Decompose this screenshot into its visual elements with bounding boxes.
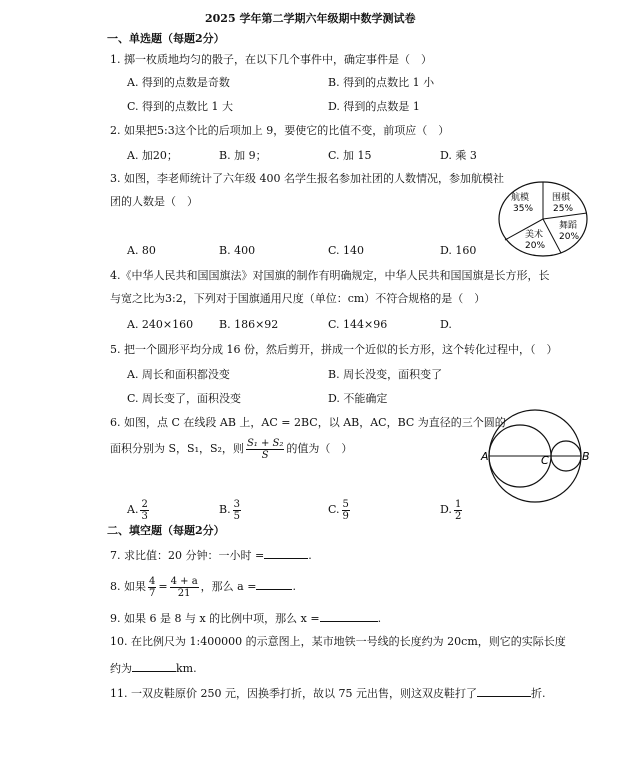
q6-option-b-den: 5: [233, 510, 240, 522]
q1-stem: 1. 掷一枚质地均匀的骰子，在以下几个事件中，确定事件是（ ）: [110, 53, 432, 66]
q5-option-a: A. 周长和面积都没变: [127, 368, 230, 381]
three-circles-figure: [480, 408, 592, 504]
pie-slice-2-pct: 20%: [559, 232, 580, 242]
q2-option-c: C. 加 15: [328, 149, 372, 162]
pie-slice-1-name: 围棋: [552, 193, 571, 203]
q6-option-b-num: 3: [233, 498, 240, 510]
q6-option-a-num: 2: [141, 498, 148, 510]
q6-option-d: [440, 496, 464, 524]
q6-option-b-fraction: [233, 499, 241, 522]
q2-stem: 2. 如果把5:3这个比的后项加上 9，要使它的比值不变，前项应（ ）: [110, 124, 450, 137]
q10-answer-blank[interactable]: [132, 660, 176, 672]
q1-option-d: D. 得到的点数是 1: [328, 100, 420, 113]
q8-f1-den: 7: [149, 587, 156, 599]
q7-answer-blank[interactable]: [264, 547, 308, 559]
q8-f1-num: 4: [149, 575, 156, 587]
q6-ratio-fraction: [246, 438, 284, 461]
q6-stem-line2-start: 面积分别为 S，S₁，S₂，则: [110, 442, 244, 455]
q6-option-c: [328, 496, 352, 524]
pie-slice-0-name: 航模: [511, 193, 530, 203]
q8-post: ，那么 a =: [200, 580, 257, 593]
q6-ratio-numerator: S₁ + S₂: [246, 437, 284, 449]
q6-option-a: [127, 496, 151, 524]
q8-pre: 8. 如果: [110, 580, 146, 593]
q7-tail: .: [308, 549, 312, 562]
q6-option-a-label: A.: [127, 503, 139, 516]
q6-option-d-fraction: [454, 499, 462, 522]
q5-option-c: C. 周长变了，面积没变: [127, 392, 242, 405]
q2-option-d: D. 乘 3: [440, 149, 477, 162]
q11-tail: 折.: [530, 687, 546, 700]
q11: [110, 685, 545, 701]
q6-option-d-den: 2: [454, 510, 462, 522]
q3-option-c: C. 140: [328, 244, 365, 257]
pie-slice-3-pct: 20%: [525, 241, 546, 251]
section-1-heading: 一、单选题（每题2分）: [107, 32, 225, 45]
q3-stem-line2: 团的人数是（ ）: [110, 195, 198, 208]
q6-stem-line1: 6. 如图，点 C 在线段 AB 上，AC = 2BC，以 AB，AC，BC 为直径的三个圆的: [110, 416, 506, 429]
q6-option-c-den: 9: [342, 510, 349, 522]
q4-stem-line1: 4.《中华人民共和国国旗法》对国旗的制作有明确规定，中华人民共和国国旗是长方形，长: [110, 269, 550, 282]
q10-line1: 10. 在比例尺为 1:400000 的示意图上，某市地铁一号线的长度约为 20cm，则它的实际长度: [110, 635, 566, 648]
q8-fraction-1: [148, 576, 156, 599]
q11-answer-blank[interactable]: [477, 685, 531, 697]
q1-option-a: A. 得到的点数是奇数: [127, 76, 230, 89]
q10-line2: [110, 660, 197, 676]
q6-stem-line2: [110, 436, 352, 462]
q7-text: 7. 求比值：20 分钟：一小时 =: [110, 549, 265, 562]
q6-option-c-fraction: [342, 499, 350, 522]
q8-answer-blank[interactable]: [256, 578, 292, 590]
q3-option-d: D. 160: [440, 244, 477, 257]
q3-option-a: A. 80: [127, 244, 156, 257]
q8-tail: .: [292, 580, 296, 593]
q9-answer-blank[interactable]: [320, 610, 378, 622]
exam-title: 2025 学年第二学期六年级期中数学测试卷: [205, 12, 416, 25]
q4-option-c: C. 144×96: [328, 318, 388, 331]
q8: [110, 574, 296, 600]
pie-slice-2-name: 舞蹈: [559, 221, 578, 231]
q6-option-a-den: 3: [141, 510, 148, 522]
pie-slice-3-name: 美术: [525, 230, 544, 240]
section-2-heading: 二、填空题（每题2分）: [107, 524, 225, 537]
q10-text2a: 约为: [110, 662, 132, 675]
q8-f2-den: 21: [177, 587, 191, 599]
q2-option-a: A. 加20；: [127, 149, 178, 162]
q4-option-a: A. 240×160: [127, 318, 194, 331]
pie-slice-0-pct: 35%: [513, 204, 534, 214]
q7: [110, 547, 312, 563]
q4-option-d: D.: [440, 318, 452, 331]
q6-option-a-fraction: [140, 499, 148, 522]
q5-stem: 5. 把一个圆形平均分成 16 份，然后剪开，拼成一个近似的长方形，这个转化过程中，（ ）: [110, 343, 558, 356]
q9-text: 9. 如果 6 是 8 与 x 的比例中项，那么 x =: [110, 612, 320, 625]
q6-ratio-denominator: S: [261, 449, 269, 461]
pie-slice-1-pct: 25%: [553, 204, 574, 214]
q5-option-d: D. 不能确定: [328, 392, 388, 405]
q3-stem-line1: 3. 如图，李老师统计了六年级 400 名学生报名参加社团的人数情况，参加航模社: [110, 172, 504, 185]
q4-option-b: B. 186×92: [219, 318, 279, 331]
q6-option-c-num: 5: [342, 498, 349, 510]
q6-option-b: [219, 496, 243, 524]
point-c-label: C: [541, 454, 549, 467]
q8-fraction-2: [170, 576, 199, 599]
club-pie-chart: [497, 180, 589, 258]
q2-option-b: B. 加 9；: [219, 149, 267, 162]
q1-option-b: B. 得到的点数比 1 小: [328, 76, 435, 89]
q8-f2-num: 4 + a: [170, 575, 198, 587]
q9: [110, 610, 381, 626]
q9-tail: .: [377, 612, 382, 625]
q6-option-d-num: 1: [454, 498, 462, 510]
q6-stem-line2-end: 的值为（ ）: [286, 442, 353, 455]
q10-text2b: km.: [176, 662, 197, 675]
q1-option-c: C. 得到的点数比 1 大: [127, 100, 234, 113]
q11-text: 11. 一双皮鞋原价 250 元，因换季打折，故以 75 元出售，则这双皮鞋打了: [110, 687, 477, 700]
q6-option-c-label: C.: [328, 503, 340, 516]
q6-option-b-label: B.: [219, 503, 231, 516]
q8-eq: =: [158, 580, 168, 593]
q6-option-d-label: D.: [440, 503, 452, 516]
q3-option-b: B. 400: [219, 244, 256, 257]
q5-option-b: B. 周长没变，面积变了: [328, 368, 443, 381]
point-a-label: A: [481, 450, 489, 463]
q4-stem-line2: 与宽之比为3:2，下列对于国旗通用尺度（单位：cm）不符合规格的是（ ）: [110, 292, 486, 305]
point-b-label: B: [582, 450, 590, 463]
